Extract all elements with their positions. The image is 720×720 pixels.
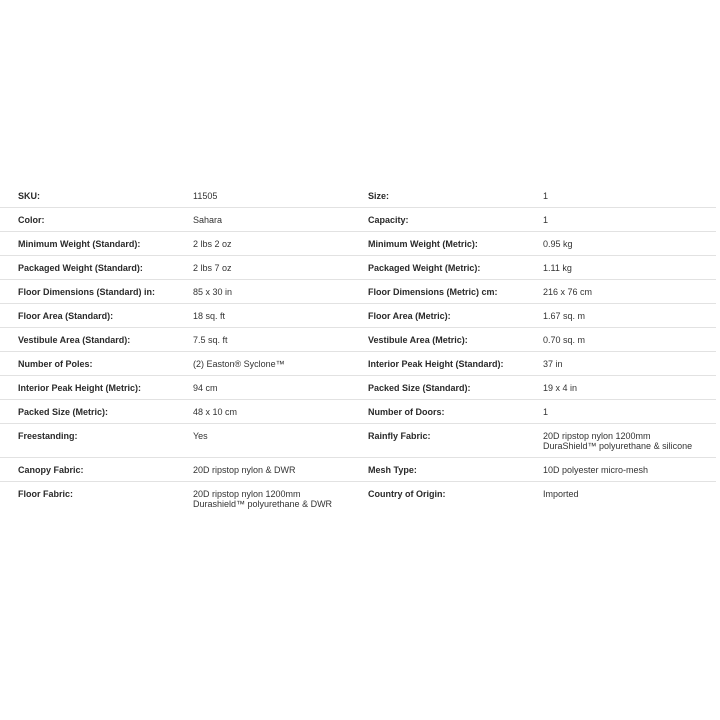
spec-label: Minimum Weight (Standard): xyxy=(0,232,193,256)
spec-label: Rainfly Fabric: xyxy=(368,424,543,458)
spec-row xyxy=(0,376,716,400)
spec-value: Yes xyxy=(193,424,368,458)
spec-row xyxy=(0,280,716,304)
spec-value: 1.11 kg xyxy=(543,256,716,280)
spec-value: 0.70 sq. m xyxy=(543,328,716,352)
spec-value: 37 in xyxy=(543,352,716,376)
spec-label: Packaged Weight (Metric): xyxy=(368,256,543,280)
spec-label: Floor Dimensions (Standard) in: xyxy=(0,280,193,304)
spec-value: 20D ripstop nylon 1200mm DuraShield™ polyurethane & silicone xyxy=(543,424,716,458)
spec-label: SKU: xyxy=(0,184,193,208)
spec-label: Canopy Fabric: xyxy=(0,458,193,482)
spec-value: 20D ripstop nylon & DWR xyxy=(193,458,368,482)
spec-value: 94 cm xyxy=(193,376,368,400)
spec-label: Packed Size (Standard): xyxy=(368,376,543,400)
spec-label: Packed Size (Metric): xyxy=(0,400,193,424)
spec-value: 18 sq. ft xyxy=(193,304,368,328)
spec-label: Mesh Type: xyxy=(368,458,543,482)
spec-value: 10D polyester micro-mesh xyxy=(543,458,716,482)
spec-label: Vestibule Area (Metric): xyxy=(368,328,543,352)
spec-label: Size: xyxy=(368,184,543,208)
spec-value: Imported xyxy=(543,489,579,499)
spec-label: Floor Area (Metric): xyxy=(368,304,543,328)
spec-value: 7.5 sq. ft xyxy=(193,328,368,352)
spec-label: Floor Area (Standard): xyxy=(0,304,193,328)
spec-label: Capacity: xyxy=(368,208,543,232)
spec-row xyxy=(0,208,716,232)
spec-table-body xyxy=(0,184,716,515)
spec-value: 216 x 76 cm xyxy=(543,280,716,304)
spec-row xyxy=(0,424,716,458)
spec-label: Floor Dimensions (Metric) cm: xyxy=(368,280,543,304)
spec-value: Sahara xyxy=(193,208,368,232)
spec-row xyxy=(0,352,716,376)
spec-label: Interior Peak Height (Metric): xyxy=(0,376,193,400)
spec-label: Country of Origin: xyxy=(368,489,446,499)
spec-label: Color: xyxy=(0,208,193,232)
spec-value: 0.95 kg xyxy=(543,232,716,256)
spec-value: (2) Easton® Syclone™ xyxy=(193,352,368,376)
spec-row xyxy=(0,482,716,516)
spec-label: Packaged Weight (Standard): xyxy=(0,256,193,280)
spec-value: 2 lbs 7 oz xyxy=(193,256,368,280)
spec-value: 19 x 4 in xyxy=(543,376,716,400)
spec-value: 11505 xyxy=(193,184,368,208)
spec-row xyxy=(0,232,716,256)
spec-row xyxy=(0,256,716,280)
spec-value: 48 x 10 cm xyxy=(193,400,368,424)
spec-value: 85 x 30 in xyxy=(193,280,368,304)
spec-value: 2 lbs 2 oz xyxy=(193,232,368,256)
spec-label: Freestanding: xyxy=(0,424,193,458)
spec-label: Floor Fabric: xyxy=(18,489,74,499)
spec-label: Interior Peak Height (Standard): xyxy=(368,352,543,376)
spec-label: Number of Poles: xyxy=(0,352,193,376)
spec-row xyxy=(0,184,716,208)
spec-label: Minimum Weight (Metric): xyxy=(368,232,543,256)
spec-value: 20D ripstop nylon 1200mm Durashield™ polyurethane & DWR xyxy=(193,489,333,509)
spec-value: 1 xyxy=(543,184,716,208)
spec-row xyxy=(0,328,716,352)
spec-label: Number of Doors: xyxy=(368,400,543,424)
spec-row xyxy=(0,458,716,482)
spec-label: Vestibule Area (Standard): xyxy=(0,328,193,352)
spec-value: 1.67 sq. m xyxy=(543,304,716,328)
spec-value: 1 xyxy=(543,400,716,424)
spec-table xyxy=(0,184,716,515)
spec-row xyxy=(0,304,716,328)
spec-value: 1 xyxy=(543,208,716,232)
spec-row xyxy=(0,400,716,424)
